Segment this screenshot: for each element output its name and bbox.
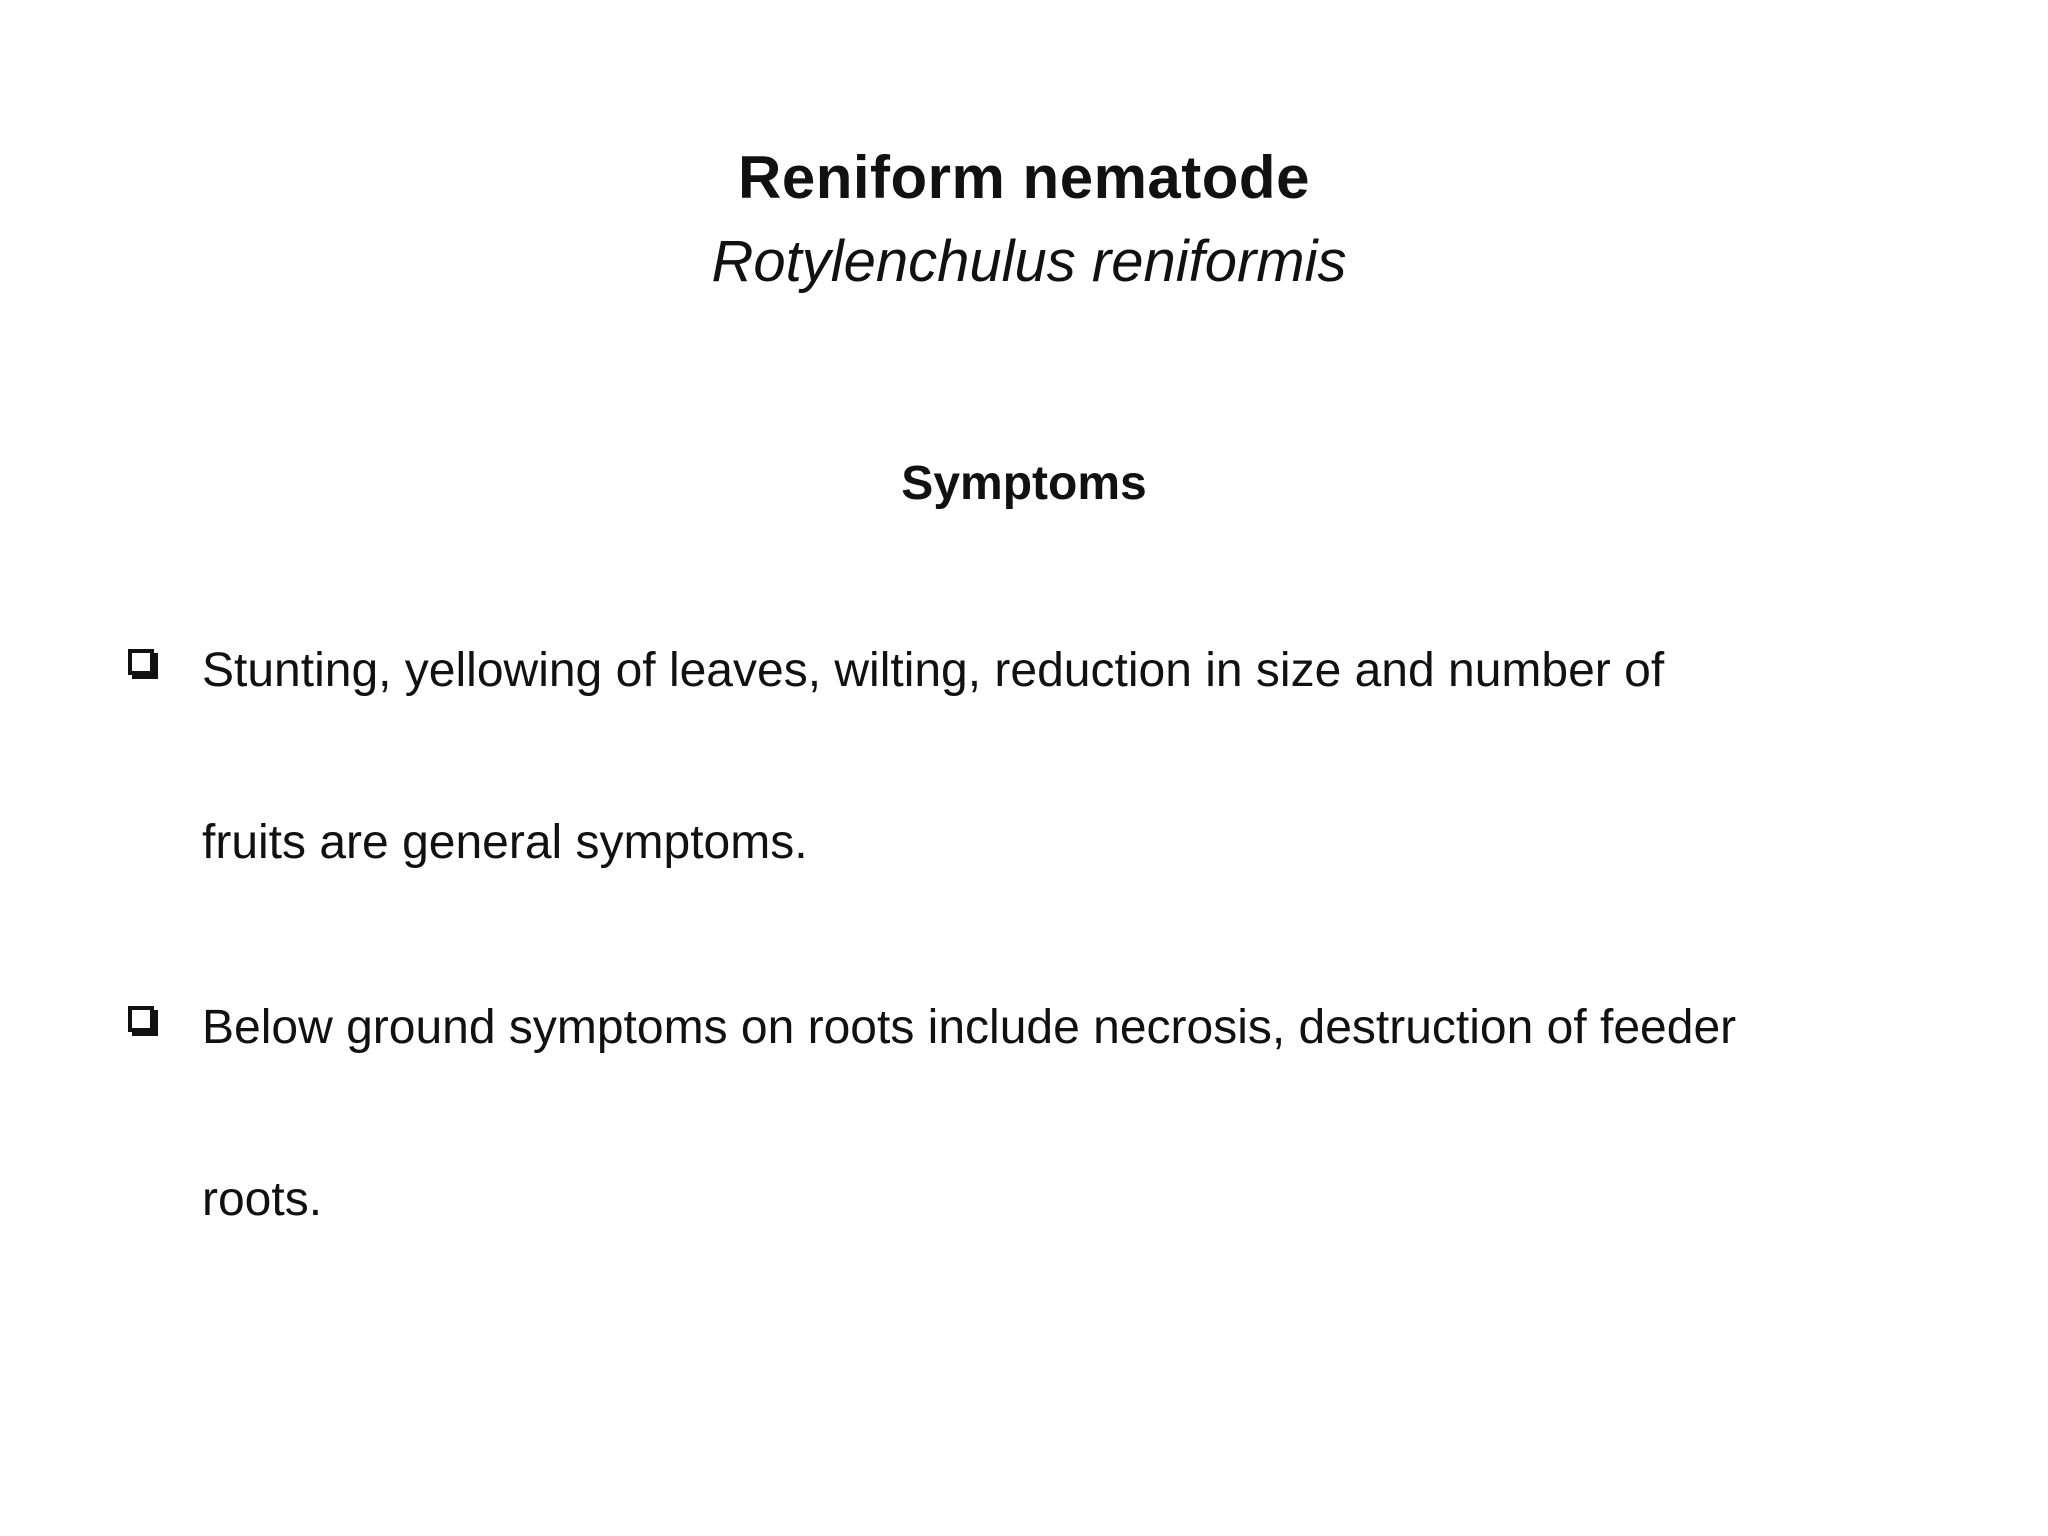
bullet-item: [128, 585, 1948, 945]
checkbox-bullet-icon: [128, 1006, 154, 1032]
bullet-text: Below ground symptoms on roots include necrosis, destruction of feeder roots.: [202, 1001, 1737, 1226]
bullet-item: [128, 942, 1948, 1302]
checkbox-bullet-icon: [128, 649, 154, 675]
bullet-text: Stunting, yellowing of leaves, wilting, reduction in size and number of fruits are general symptoms.: [202, 644, 1665, 869]
slide-subtitle: Rotylenchulus reniformis: [711, 229, 1347, 294]
section-heading: Symptoms: [901, 457, 1147, 510]
slide-title: Reniform nematode: [738, 144, 1310, 211]
